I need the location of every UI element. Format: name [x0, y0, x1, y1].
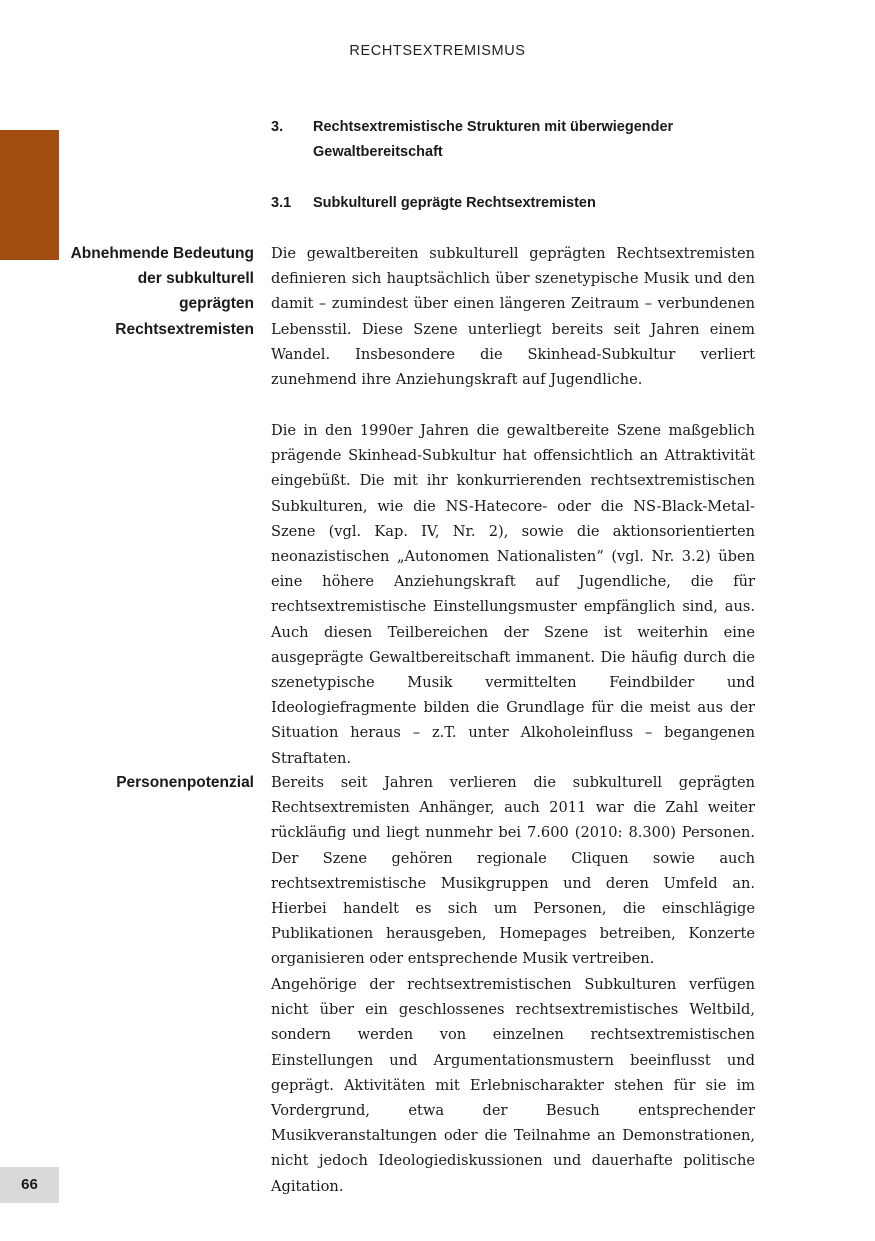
- page-number: 66: [0, 1167, 59, 1203]
- chapter-color-tab: [0, 130, 59, 260]
- section-heading-3-1: [271, 191, 761, 216]
- running-header: RECHTSEXTREMISMUS: [349, 43, 526, 59]
- section-heading-3: [271, 115, 761, 165]
- paragraph-3: Bereits seit Jahren verlieren die subkulturell geprägten Rechtsextremisten Anhänger, auch 2011 war die Zahl weiter rückläufig und liegt nunmehr bei 7.600 (2010: 8.300) Personen. Der Szene gehören regionale Cliquen sowie auch rechtsextremistische Musikgruppen und deren Umfeld an. Hierbei handelt es sich um Personen, die einschlägige Publikationen herausgeben, Homepages betreiben, Konzerte organisieren oder entsprechende Musik vertreiben.: [271, 774, 755, 968]
- paragraph-2: Die in den 1990er Jahren die gewaltbereite Szene maßgeblich prägende Skinhead-Subkultur hat offensichtlich an Attraktivität eingebüßt. Die mit ihr konkurrierenden rechtsextremistischen Subkulturen, wie die NS-Hatecore- oder die NS-Black-Metal-Szene (vgl. Kap. IV, Nr. 2), sowie die aktionsorientierten neonazistischen „Autonomen Nationalisten“ (vgl. Nr. 3.2) üben eine höhere Anziehungskraft auf Jugendliche, die für rechtsextremistische Einstellungsmuster empfänglich sind, aus. Auch diesen Teilbereichen der Szene ist weiterhin eine ausgeprägte Gewaltbereitschaft immanent. Die häufig durch die szenetypische Musik vermittelten Feindbilder und Ideologiefragmente bilden die Grundlage für die meist aus der Situation heraus – z.T. unter Alkoholeinfluss – begangenen Straftaten.: [271, 422, 755, 767]
- paragraph-1: Die gewaltbereiten subkulturell geprägten Rechtsextremisten definieren sich hauptsächlich über szenetypische Musik und den damit – zumindest über einen längeren Zeitraum – verbundenen Lebensstil. Diese Szene unterliegt bereits seit Jahren einem Wandel. Insbesondere die Skinhead-Subkultur verliert zunehmend ihre Anziehungskraft auf Jugendliche.: [271, 245, 755, 389]
- paragraph-4: Angehörige der rechtsextremistischen Subkulturen verfügen nicht über ein geschlossenes rechtsextremistisches Weltbild, sondern werden von einzelnen rechtsextremistischen Einstellungen und Argumentationsmustern beeinflusst und geprägt. Aktivitäten mit Erlebnischarakter stehen für sie im Vordergrund, etwa der Besuch entsprechender Musikveranstaltungen oder die Teilnahme an Demonstrationen, nicht jedoch Ideologiediskussionen und dauerhafte politische Agitation.: [271, 976, 755, 1195]
- section-title: Rechtsextremistische Strukturen mit überwiegender Gewaltbereitschaft: [313, 119, 674, 160]
- subsection-title: Subkulturell geprägte Rechtsextremisten: [313, 195, 596, 211]
- margin-label-personenpotenzial: Personenpotenzial: [116, 774, 254, 791]
- subsection-number: 3.1: [271, 195, 292, 211]
- section-number: 3.: [271, 119, 284, 135]
- margin-label-abnehmende-bedeutung: Abnehmende Bedeutung der subkulturell geprägten Rechtsextremisten: [70, 245, 254, 338]
